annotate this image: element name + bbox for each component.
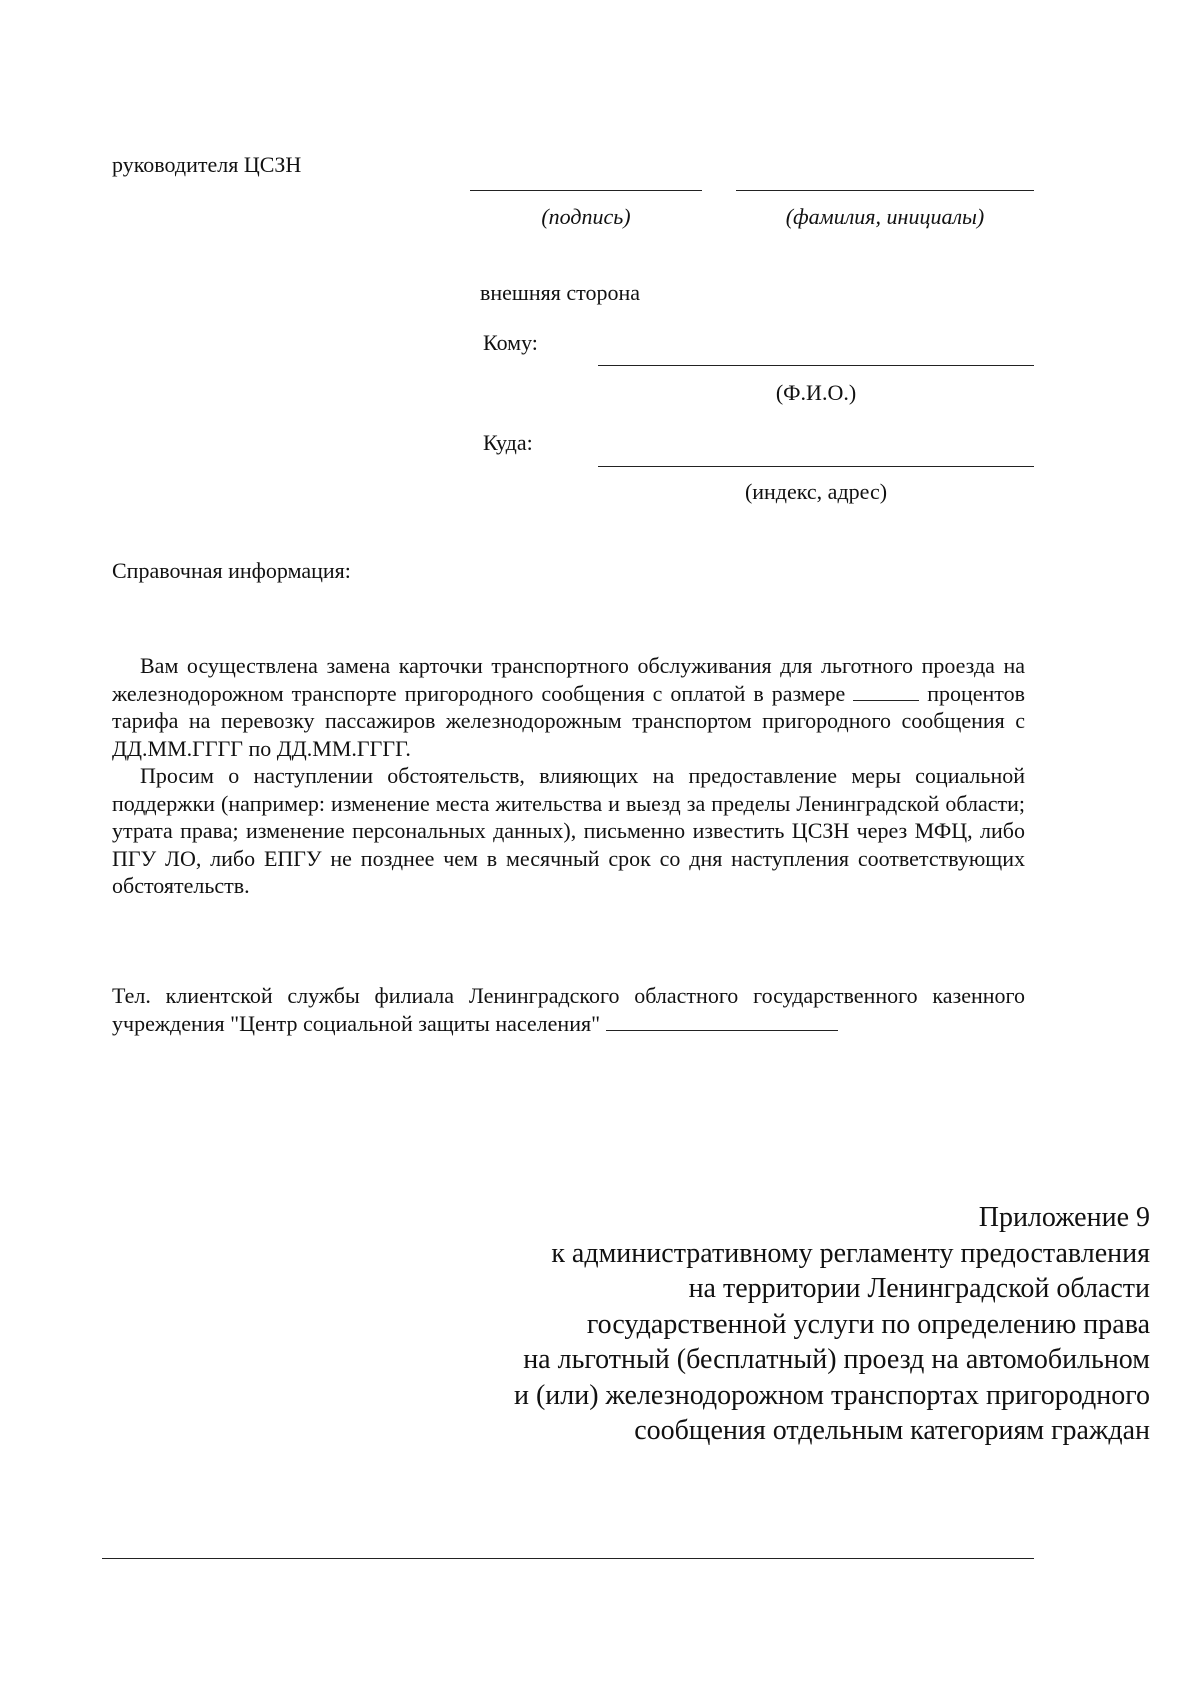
appendix-header (450, 1200, 1150, 1449)
appendix-line: сообщения отдельным категориям граждан (634, 1415, 1150, 1446)
appendix-title: Приложение 9 (978, 1202, 1150, 1233)
to-label: Кому: (483, 330, 538, 355)
appendix-line: на территории Ленинградской области (688, 1273, 1150, 1304)
where-label: Куда: (483, 430, 533, 455)
name-line (736, 190, 1034, 191)
reference-heading: Справочная информация: (112, 558, 351, 583)
reference-body (112, 652, 1025, 900)
appendix-line: к административному регламенту предоставления (551, 1237, 1150, 1269)
address-caption: (индекс, адрес) (744, 479, 888, 504)
envelope-side-label: внешняя сторона (480, 280, 641, 305)
recipient-name-line (598, 365, 1034, 366)
appendix-line: государственной услуги по определению права (586, 1308, 1150, 1340)
phone-blank (606, 1012, 838, 1031)
reference-paragraph-2: Просим о наступлении обстоятельств, влияющих на предоставление меры социальной поддержки (например: изменение места жительства и выезд за пределы Ленинградской области; утрата права; изменение персональных данных), письменно известить ЦСЗН через МФЦ, либо ПГУ ЛО, либо ЕПГУ не позднее чем в месячный срок со дня наступления соответствующих обстоятельств. (112, 763, 1025, 898)
signature-caption: (подпись) (541, 204, 631, 229)
bottom-separator (102, 1558, 1034, 1559)
address-line (598, 466, 1034, 467)
appendix-line: и (или) железнодорожном транспортах пригородного (513, 1379, 1150, 1411)
paragraph-1-end: процентов тарифа на перевозку пассажиров железнодорожным транспортом пригородного сообщения с ДД.ММ.ГГГГ по ДД.ММ.ГГГГ. (112, 680, 1026, 761)
percent-blank (853, 682, 919, 701)
recipient-name-caption: (Ф.И.О.) (775, 380, 857, 405)
appendix-line: на льготный (бесплатный) проезд на автомобильном (523, 1344, 1150, 1375)
reference-paragraph-1 (112, 652, 1025, 762)
signature-line (470, 190, 702, 191)
phone-block (112, 982, 1025, 1037)
name-caption: (фамилия, инициалы) (785, 204, 985, 229)
position-label: руководителя ЦСЗН (112, 152, 302, 177)
paragraph-1-start: Вам осуществлена замена карточки транспортного обслуживания для льготного проезда на железнодорожном транспорте пригородного сообщения с оплатой в размере (112, 653, 1025, 706)
phone-text: Тел. клиентской службы филиала Ленинградского областного государственного казенного учреждения "Центр социальной защиты населения" (112, 983, 1025, 1036)
phone-paragraph (112, 982, 1025, 1037)
